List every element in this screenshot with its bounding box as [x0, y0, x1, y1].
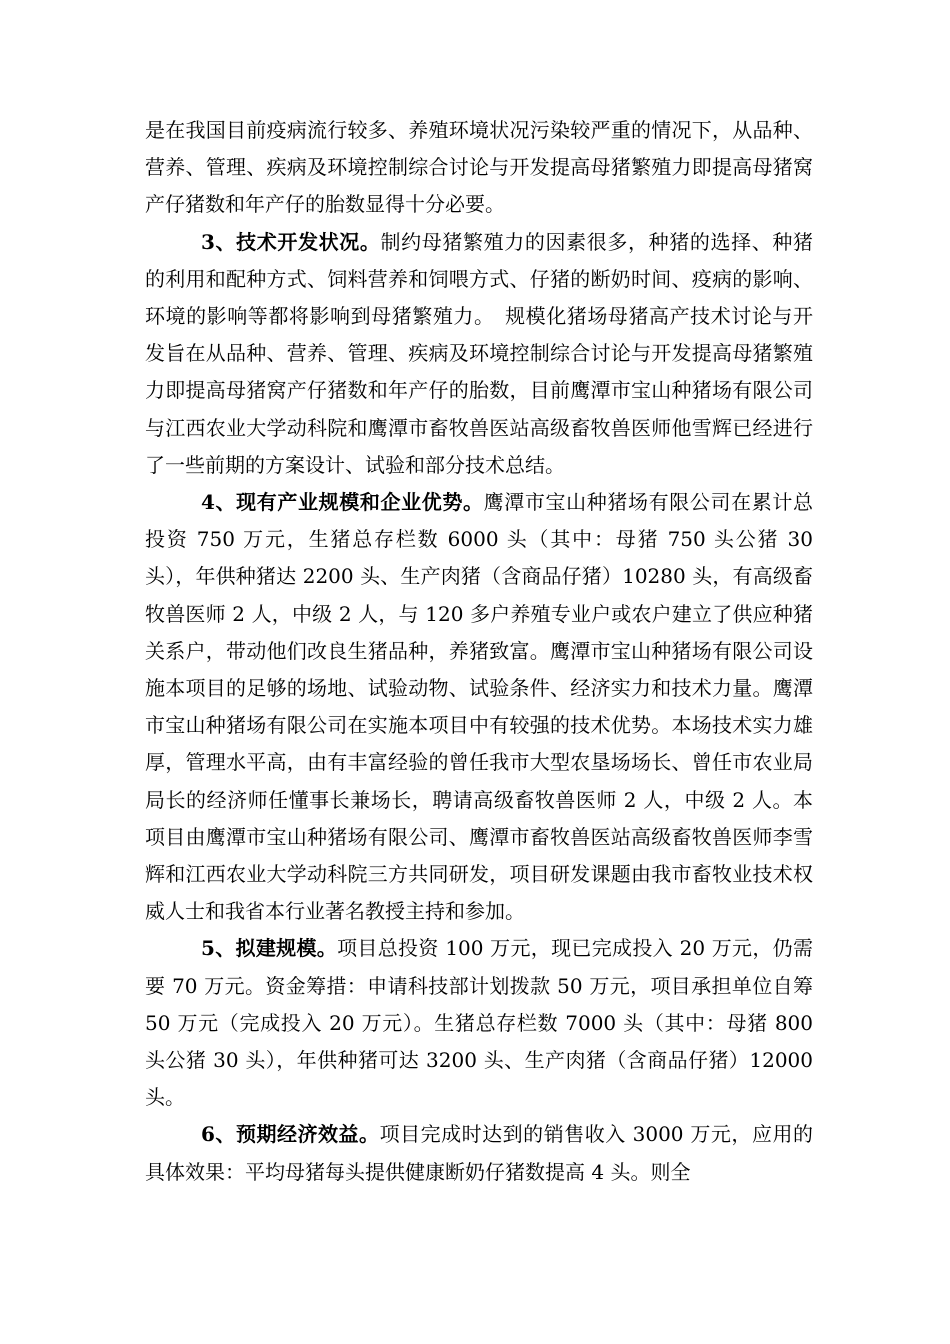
- paragraph-heading: 6、预期经济效益。: [201, 1122, 380, 1147]
- paragraph-planned-scale: [145, 930, 813, 1116]
- paragraph-technical-status: [145, 224, 813, 484]
- paragraph-text: 项目总投资 100 万元，现已完成投入 20 万元，仍需要 70 万元。资金筹措：申请科技部计划拨款 50 万元，项目承担单位自筹 50 万元（完成投入 20 万元）。生猪总存栏数 7000 头（其中：母猪 800 头公猪 30 头），年供种猪可达 3200 头、生产肉猪（含商品仔猪）12000 头。: [145, 936, 813, 1110]
- paragraph-text: 项目完成时达到的销售收入 3000 万元，应用的具体效果：平均母猪每头提供健康断奶仔猪数提高 4 头。则全: [145, 1122, 813, 1184]
- paragraph-heading: 3、技术开发状况。: [201, 229, 381, 254]
- paragraph-industry-scale: [145, 484, 813, 930]
- paragraph-text: 鹰潭市宝山种猪场有限公司在累计总投资 750 万元，生猪总存栏数 6000 头（其中：母猪 750 头公猪 30 头），年供种猪达 2200 头、生产肉猪（含商品仔猪）10280 头，有高级畜牧兽医师 2 人，中级 2 人，与 120 多户养殖专业户或农户建立了供应种猪关系户，带动他们改良生猪品种，养猪致富。鹰潭市宝山种猪场有限公司设施本项目的足够的场地、试验动物、试验条件、经济实力和技术力量。鹰潭市宝山种猪场有限公司在实施本项目中有较强的技术优势。本场技术实力雄厚，管理水平高，由有丰富经验的曾任我市大型农垦场场长、曾任市农业局局长的经济师任懂事长兼场长，聘请高级畜牧兽医师 2 人，中级 2 人。本项目由鹰潭市宝山种猪场有限公司、鹰潭市畜牧兽医站高级畜牧兽医师李雪辉和江西农业大学动科院三方共同研发，项目研发课题由我市畜牧业技术权威人士和我省本行业著名教授主持和参加。: [145, 490, 814, 924]
- paragraph-text: 制约母猪繁殖力的因素很多，种猪的选择、种猪的利用和配种方式、饲料营养和饲喂方式、仔猪的断奶时间、疫病的影响、环境的影响等都将影响到母猪繁殖力。 规模化猪场母猪高产技术讨论与开发旨在从品种、营养、管理、疾病及环境控制综合讨论与开发提高母猪繁殖力即提高母猪窝产仔猪数和年产仔的胎数，目前鹰潭市宝山种猪场有限公司与江西农业大学动科院和鹰潭市畜牧兽医站高级畜牧兽医师他雪辉已经进行了一些前期的方案设计、试验和部分技术总结。: [145, 229, 813, 477]
- paragraph-heading: 4、现有产业规模和企业优势。: [201, 490, 484, 515]
- paragraph-continuation: [145, 112, 813, 224]
- paragraph-text: 是在我国目前疫病流行较多、养殖环境状况污染较严重的情况下，从品种、营养、管理、疾病及环境控制综合讨论与开发提高母猪繁殖力即提高母猪窝产仔猪数和年产仔的胎数显得十分必要。: [145, 118, 813, 217]
- document-body: [145, 112, 813, 1191]
- paragraph-economic-benefit: [145, 1116, 813, 1190]
- paragraph-heading: 5、拟建规模。: [201, 936, 338, 961]
